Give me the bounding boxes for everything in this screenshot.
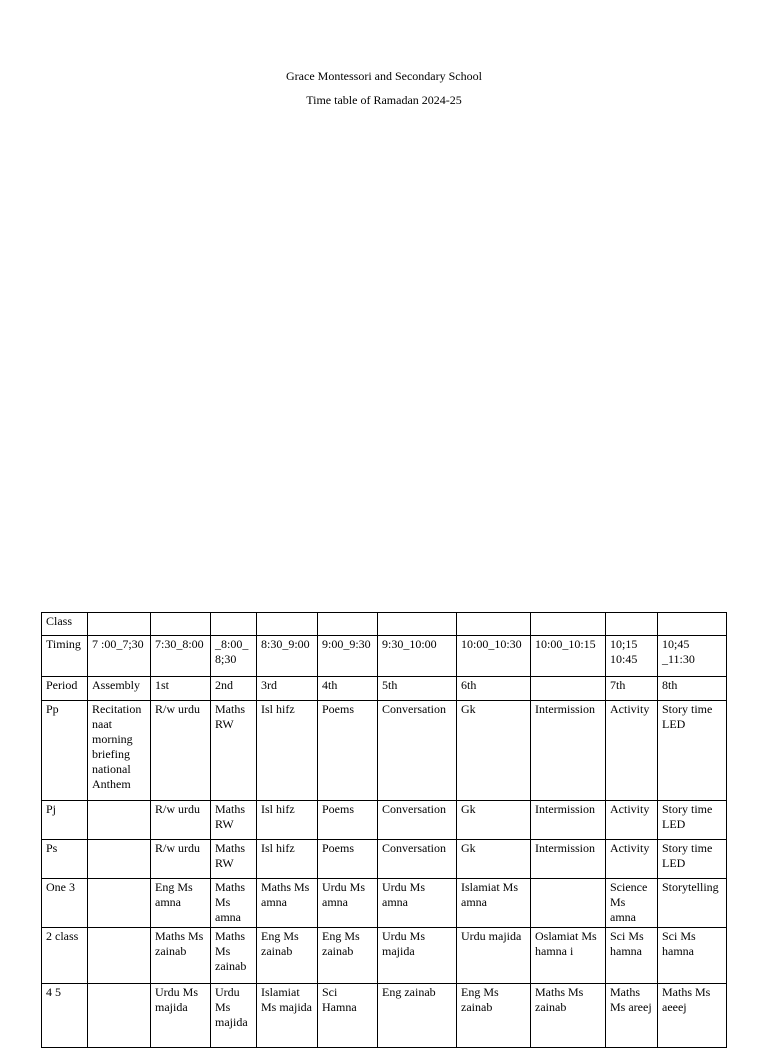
table-cell bbox=[88, 613, 151, 636]
table-cell: 7th bbox=[606, 677, 658, 701]
table-row-2-class bbox=[42, 928, 727, 984]
row-header-cell: 2 class bbox=[42, 928, 88, 984]
table-cell: Gk bbox=[457, 801, 531, 840]
table-cell: Maths Ms areej bbox=[606, 984, 658, 1048]
row-header-cell: One 3 bbox=[42, 879, 88, 928]
table-cell: Sci Ms hamna bbox=[606, 928, 658, 984]
table-cell: Story time LED bbox=[658, 701, 727, 801]
table-cell bbox=[378, 613, 457, 636]
table-cell: Intermission bbox=[531, 801, 606, 840]
table-cell bbox=[88, 801, 151, 840]
row-header-cell: Period bbox=[42, 677, 88, 701]
school-title: Grace Montessori and Secondary School bbox=[286, 69, 482, 83]
table-cell: Conversation bbox=[378, 840, 457, 879]
table-cell: Conversation bbox=[378, 801, 457, 840]
table-cell: Sci Hamna bbox=[318, 984, 378, 1048]
table-row-period bbox=[42, 677, 727, 701]
table-cell: Urdu Ms majida bbox=[151, 984, 211, 1048]
table-cell: R/w urdu bbox=[151, 801, 211, 840]
table-cell: Islamiat Ms majida bbox=[257, 984, 318, 1048]
row-header-cell: Timing bbox=[42, 636, 88, 677]
table-cell: 7 :00_7;30 bbox=[88, 636, 151, 677]
table-cell: Urdu Ms amna bbox=[378, 879, 457, 928]
row-header-cell: Ps bbox=[42, 840, 88, 879]
table-cell: 9:30_10:00 bbox=[378, 636, 457, 677]
table-cell: Science Ms amna bbox=[606, 879, 658, 928]
table-cell: Poems bbox=[318, 801, 378, 840]
table-cell: _8:00_ 8;30 bbox=[211, 636, 257, 677]
table-cell: Intermission bbox=[531, 701, 606, 801]
table-cell: Conversation bbox=[378, 701, 457, 801]
table-cell: 3rd bbox=[257, 677, 318, 701]
table-cell: Maths Ms zainab bbox=[211, 928, 257, 984]
table-cell: Maths RW bbox=[211, 840, 257, 879]
table-cell bbox=[88, 879, 151, 928]
table-cell: Gk bbox=[457, 701, 531, 801]
table-cell: Maths Ms aeeej bbox=[658, 984, 727, 1048]
table-cell: R/w urdu bbox=[151, 840, 211, 879]
table-cell: Assembly bbox=[88, 677, 151, 701]
table-cell: Maths Ms amna bbox=[211, 879, 257, 928]
table-cell: 9:00_9:30 bbox=[318, 636, 378, 677]
row-header-cell: Class bbox=[42, 613, 88, 636]
table-cell: R/w urdu bbox=[151, 701, 211, 801]
table-cell: Eng Ms zainab bbox=[457, 984, 531, 1048]
table-cell bbox=[531, 879, 606, 928]
table-cell: Storytelling bbox=[658, 879, 727, 928]
table-cell: Maths RW bbox=[211, 801, 257, 840]
table-cell: Recitation naat morning briefing national Anthem bbox=[88, 701, 151, 801]
table-cell: 7:30_8:00 bbox=[151, 636, 211, 677]
table-cell: 10:00_10:30 bbox=[457, 636, 531, 677]
table-cell: Activity bbox=[606, 801, 658, 840]
table-cell: Story time LED bbox=[658, 840, 727, 879]
table-cell bbox=[211, 613, 257, 636]
table-cell: 6th bbox=[457, 677, 531, 701]
table-cell bbox=[151, 613, 211, 636]
table-cell: Islamiat Ms amna bbox=[457, 879, 531, 928]
table-cell: 5th bbox=[378, 677, 457, 701]
table-cell: Activity bbox=[606, 840, 658, 879]
table-cell: Urdu Ms amna bbox=[318, 879, 378, 928]
table-cell: 10;15 10:45 bbox=[606, 636, 658, 677]
table-cell: Oslamiat Ms hamna i bbox=[531, 928, 606, 984]
table-cell: 8:30_9:00 bbox=[257, 636, 318, 677]
table-cell bbox=[531, 613, 606, 636]
table-cell bbox=[318, 613, 378, 636]
table-cell: Eng Ms zainab bbox=[318, 928, 378, 984]
table-cell: Urdu majida bbox=[457, 928, 531, 984]
table-row-pp bbox=[42, 701, 727, 801]
table-cell bbox=[257, 613, 318, 636]
table-cell: 10:00_10:15 bbox=[531, 636, 606, 677]
table-cell: Urdu Ms majida bbox=[211, 984, 257, 1048]
table-cell: 1st bbox=[151, 677, 211, 701]
table-cell: Poems bbox=[318, 840, 378, 879]
timetable-subtitle: Time table of Ramadan 2024-25 bbox=[306, 93, 462, 107]
table-cell bbox=[658, 613, 727, 636]
table-cell: Maths Ms amna bbox=[257, 879, 318, 928]
table-cell: Activity bbox=[606, 701, 658, 801]
table-cell: 10;45 _11:30 bbox=[658, 636, 727, 677]
table-row-timing bbox=[42, 636, 727, 677]
table-cell: 4th bbox=[318, 677, 378, 701]
table-row-ps bbox=[42, 840, 727, 879]
table-cell: Isl hifz bbox=[257, 801, 318, 840]
table-cell: Maths Ms zainab bbox=[151, 928, 211, 984]
row-header-cell: Pj bbox=[42, 801, 88, 840]
table-cell: Eng zainab bbox=[378, 984, 457, 1048]
table-cell: Story time LED bbox=[658, 801, 727, 840]
table-cell: Eng Ms zainab bbox=[257, 928, 318, 984]
table-cell bbox=[606, 613, 658, 636]
table-cell: Maths Ms zainab bbox=[531, 984, 606, 1048]
table-cell bbox=[88, 928, 151, 984]
table-cell: Isl hifz bbox=[257, 840, 318, 879]
table-row-class bbox=[42, 613, 727, 636]
table-cell bbox=[88, 984, 151, 1048]
table-cell: Gk bbox=[457, 840, 531, 879]
table-cell: Maths RW bbox=[211, 701, 257, 801]
table-row-pj bbox=[42, 801, 727, 840]
row-header-cell: Pp bbox=[42, 701, 88, 801]
timetable bbox=[41, 612, 727, 1048]
table-row-one-3 bbox=[42, 879, 727, 928]
table-cell: Eng Ms amna bbox=[151, 879, 211, 928]
table-cell bbox=[531, 677, 606, 701]
table-cell: Poems bbox=[318, 701, 378, 801]
table-cell: Isl hifz bbox=[257, 701, 318, 801]
table-cell bbox=[88, 840, 151, 879]
table-cell bbox=[457, 613, 531, 636]
row-header-cell: 4 5 bbox=[42, 984, 88, 1048]
table-cell: Sci Ms hamna bbox=[658, 928, 727, 984]
table-row-4-5 bbox=[42, 984, 727, 1048]
table-cell: 8th bbox=[658, 677, 727, 701]
table-cell: 2nd bbox=[211, 677, 257, 701]
table-cell: Intermission bbox=[531, 840, 606, 879]
table-cell: Urdu Ms majida bbox=[378, 928, 457, 984]
